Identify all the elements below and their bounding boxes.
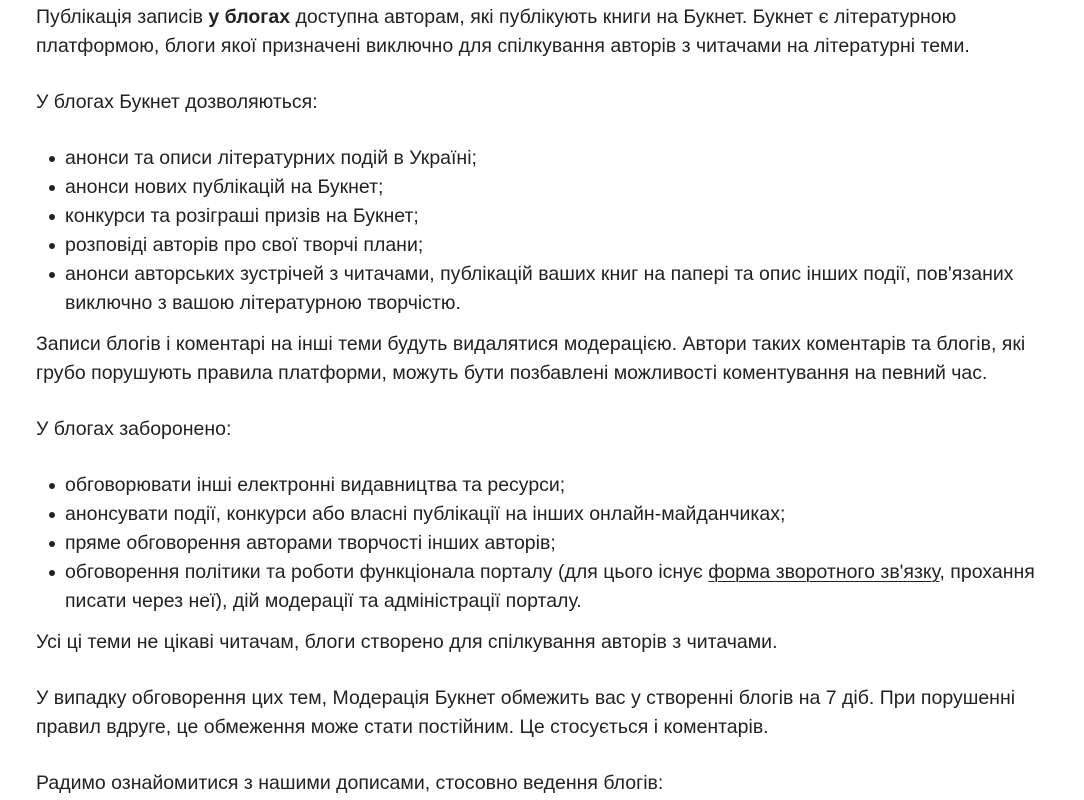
- forbidden-list: [36, 471, 1040, 616]
- intro-suffix: доступна авторам, які публікують книги на Букнет. Букнет є літературною платформою, блоги якої призначені виключно для спілкування авторів з читачами на літературні теми.: [36, 6, 970, 57]
- list-item: розповіді авторів про свої творчі плани;: [36, 231, 1040, 260]
- feedback-form-link[interactable]: форма зворотного зв'язку: [708, 561, 940, 583]
- list-item: анонси та описи літературних подій в Україні;: [36, 144, 1040, 173]
- list-item: анонси нових публікацій на Букнет;: [36, 173, 1040, 202]
- list-item: анонси авторських зустрічей з читачами, публікацій ваших книг на папері та опис інших події, пов'язаних виключно з вашою літературною творчістю.: [36, 260, 1040, 318]
- allowed-list: [36, 144, 1040, 318]
- list-item: пряме обговорення авторами творчості інших авторів;: [36, 529, 1040, 558]
- list-item: анонсувати події, конкурси або власні публікації на інших онлайн-майданчиках;: [36, 500, 1040, 529]
- closing-paragraph: Радимо ознайомитися з нашими дописами, стосовно ведення блогів:: [36, 772, 664, 794]
- intro-bold-blogs: у блогах: [208, 6, 291, 28]
- forbidden-last-suffix: , прохання писати через неї), дій модерації та адміністрації порталу.: [65, 561, 1035, 612]
- penalty-paragraph: У випадку обговорення цих тем, Модерація Букнет обмежить вас у створенні блогів на 7 діб. При порушенні правил вдруге, це обмеження може стати постійним. Це стосується і коментарів.: [36, 687, 1016, 738]
- forbidden-last-prefix: обговорення політики та роботи функціонала порталу (для цього існує: [65, 561, 709, 583]
- moderation-paragraph: Записи блогів і коментарі на інші теми будуть видалятися модерацією. Автори таких коментарів та блогів, які грубо порушують правила платформи, можуть бути позбавлені можливості коментування на певний час.: [36, 333, 1026, 384]
- forbidden-heading: У блогах заборонено:: [36, 418, 232, 440]
- list-item: [36, 558, 1040, 616]
- list-item: конкурси та розіграші призів на Букнет;: [36, 202, 1040, 231]
- intro-paragraph: [36, 3, 1040, 61]
- list-item: обговорювати інші електронні видавництва та ресурси;: [36, 471, 1040, 500]
- allowed-heading: У блогах Букнет дозволяються:: [36, 91, 318, 113]
- intro-prefix: Публікація записів: [36, 6, 209, 28]
- readers-paragraph: Усі ці теми не цікаві читачам, блоги створено для спілкування авторів з читачами.: [36, 631, 778, 653]
